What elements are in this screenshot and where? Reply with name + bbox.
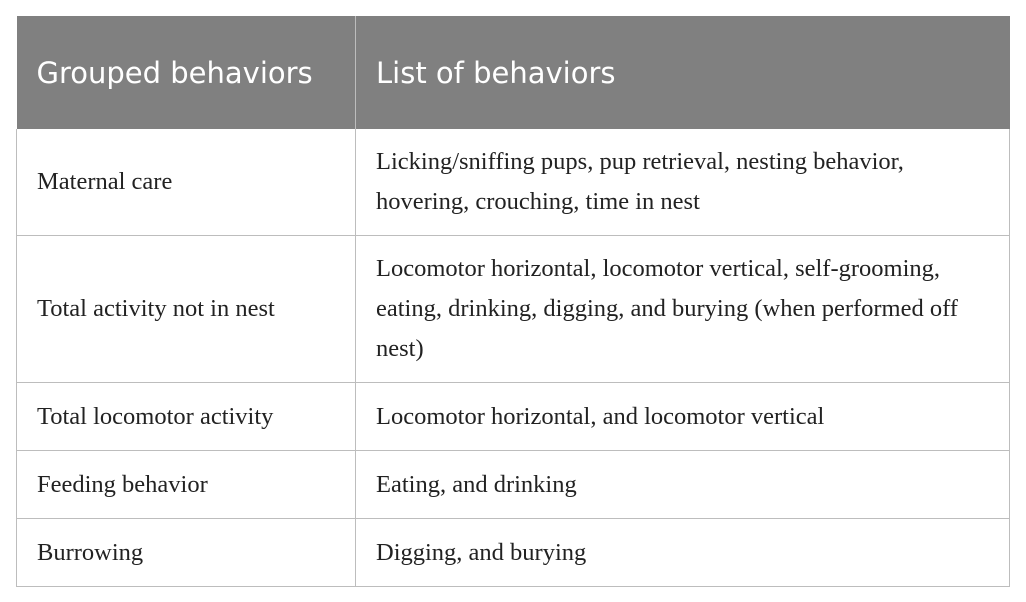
behavior-list-cell: Locomotor horizontal, and locomotor vertical — [356, 383, 1010, 451]
table-row — [17, 129, 1010, 236]
behavior-list-cell: Eating, and drinking — [356, 451, 1010, 519]
table-row — [17, 236, 1010, 383]
table-row — [17, 519, 1010, 587]
grouped-behavior-cell: Feeding behavior — [17, 451, 356, 519]
table-body — [17, 129, 1010, 587]
behavior-list-cell: Locomotor horizontal, locomotor vertical, self-grooming, eating, drinking, digging, and burying (when performed off nest) — [356, 236, 1010, 383]
grouped-behavior-cell: Maternal care — [17, 129, 356, 236]
behaviors-table — [16, 16, 1010, 587]
header-row — [17, 16, 1010, 129]
table-row — [17, 451, 1010, 519]
grouped-behavior-cell: Total activity not in nest — [17, 236, 356, 383]
header-grouped-behaviors: Grouped behaviors — [17, 16, 356, 129]
behaviors-table-container — [16, 16, 1009, 587]
header-list-of-behaviors: List of behaviors — [356, 16, 1010, 129]
table-row — [17, 383, 1010, 451]
grouped-behavior-cell: Burrowing — [17, 519, 356, 587]
behavior-list-cell: Digging, and burying — [356, 519, 1010, 587]
grouped-behavior-cell: Total locomotor activity — [17, 383, 356, 451]
behavior-list-cell: Licking/sniffing pups, pup retrieval, nesting behavior, hovering, crouching, time in nest — [356, 129, 1010, 236]
table-header — [17, 16, 1010, 129]
